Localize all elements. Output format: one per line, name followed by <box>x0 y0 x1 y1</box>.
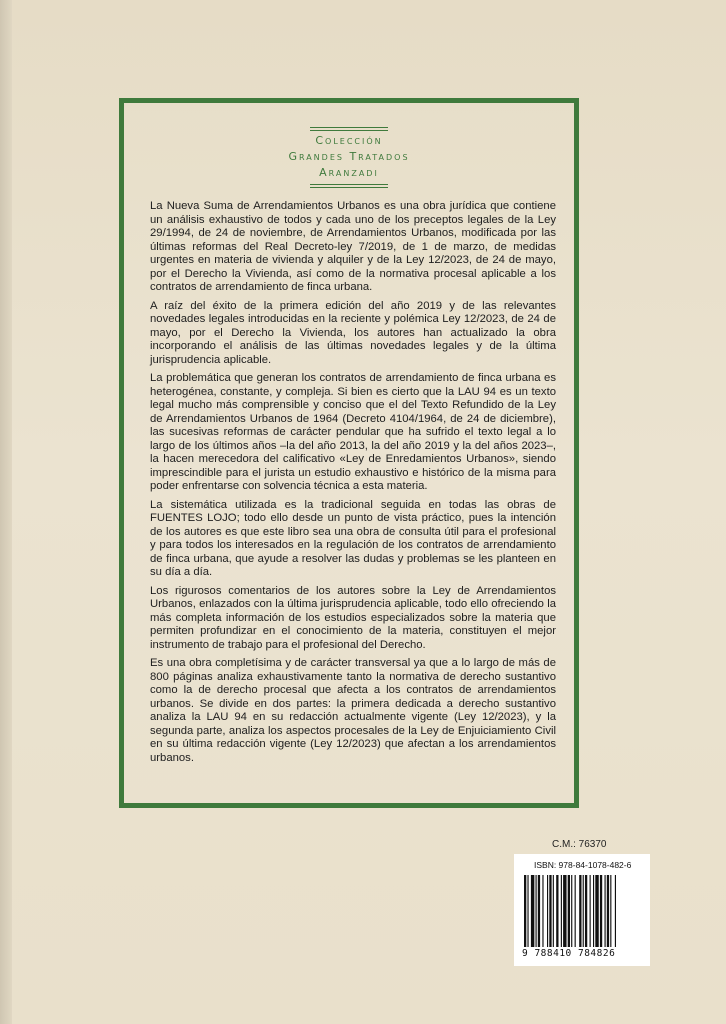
barcode-bar <box>593 875 594 947</box>
barcode-bar <box>579 875 581 947</box>
series-line-3: Aranzadi <box>319 166 379 179</box>
paragraph-4: La sistemática utilizada es la tradicional seguida en todas las obras de FUENTES LOJO; todo ello desde un punto de vista práctico, pues la intención de los autores es que este libro sea una obra de consulta útil para el profesional y para todos los interesados en la regulación de los contratos de arrendamiento de finca urbana, que ayude a resolver las dudas y problemas se les planteen en su día a día. <box>150 498 556 578</box>
barcode-bar <box>542 875 543 947</box>
barcode-bar <box>600 875 602 947</box>
barcode-bar <box>595 875 598 947</box>
spine-shadow <box>0 0 12 1024</box>
series-title <box>124 127 574 188</box>
barcode-bar <box>585 875 587 947</box>
barcode-bars <box>522 875 642 947</box>
barcode-bar <box>610 875 611 947</box>
series-rule-top <box>310 127 388 131</box>
barcode-bar <box>556 875 558 947</box>
barcode-bar <box>615 875 616 947</box>
barcode-label <box>514 854 650 966</box>
series-line-1: Colección <box>315 134 383 147</box>
isbn-text: ISBN: 978-84-1078-482-6 <box>534 860 632 870</box>
paragraph-1: La Nueva Suma de Arrendamientos Urbanos es una obra jurídica que contiene un análisis exhaustivo de todos y cada uno de los preceptos legales de la Ley 29/1994, de 24 de noviembre, de Arrendamientos Urbanos, modificada por las últimas reformas del Real Decreto-ley 7/2019, de 1 de marzo, de medidas urgentes en materia de vivienda y alquiler y de la Ley 12/2023, de 24 de mayo, por el Derecho la Vivienda, así como de la normativa procesal aplicable a los contratos de arrendamiento de finca urbana. <box>150 200 556 293</box>
barcode-bar <box>531 875 534 947</box>
barcode-digits: 9 788410 784826 <box>522 948 616 959</box>
barcode-bar <box>571 875 572 947</box>
paragraph-5: Los rigurosos comentarios de los autores sobre la Ley de Arrendamientos Urbanos, enlazados con la última jurisprudencia aplicable, todo ello ofreciendo la más completa información de los estudios especializados sobre la materia que permiten profundizar en el conocimiento de la materia, constituyen el mejor instrumento de trabajo para el profesional del Derecho. <box>150 584 556 651</box>
barcode-bar <box>524 875 526 947</box>
synopsis-frame <box>119 98 579 808</box>
barcode-bar <box>553 875 554 947</box>
paragraph-2: A raíz del éxito de la primera edición del año 2019 y de las relevantes novedades legales introducidas en la reciente y polémica Ley 12/2023, de 24 de mayo, por el Derecho la Vivienda, los autores han actualizado la obra incorporando el análisis de las últimas novedades legales y de la última jurisprudencia aplicable. <box>150 299 556 366</box>
barcode-bar <box>527 875 528 947</box>
barcode-bar <box>607 875 609 947</box>
paragraph-3: La problemática que generan los contratos de arrendamiento de finca urbana es heterogénea, constante, y compleja. Si bien es cierto que la LAU 94 es un texto legal mucho más comprensible y conciso que el del Texto Refundido de la Ley de Arrendamientos Urbanos de 1964 (Decreto 4104/1964, de 24 de diciembre), las sucesivas reformas de carácter pendular que ha sufrido el texto legal a lo largo de los últimos años –la del año 2013, la del año 2019 y la del años 2023–, la hacen merecedora del calificativo «Ley de Enredamientos Urbanos», siendo imprescindible para el jurista un estudio exhaustivo e histórico de la misma para poder enfrentarse con solvencia técnica a esta materia. <box>150 372 556 492</box>
barcode-bar <box>536 875 537 947</box>
series-rule-bottom <box>310 184 388 188</box>
barcode-bar <box>561 875 562 947</box>
paragraph-6: Es una obra completísima y de carácter transversal ya que a lo largo de más de 800 páginas analiza exhaustivamente tanto la normativa de derecho sustantivo como la de derecho procesal que afecta a los contratos de arrendamientos urbanos. Se divide en dos partes: la primera dedicada a derecho sustantivo analiza la LAU 94 en su redacción actualmente vigente (Ley 12/2023), y la segunda parte, analiza los aspectos procesales de la Ley de Enjuiciamiento Civil en su última redacción vigente (Ley 12/2023) que afectan a los arrendamientos urbanos. <box>150 657 556 764</box>
barcode-bar <box>575 875 576 947</box>
barcode-bar <box>583 875 584 947</box>
synopsis-text <box>150 200 556 770</box>
barcode-bar <box>605 875 606 947</box>
barcode-bar <box>590 875 591 947</box>
barcode-bar <box>547 875 548 947</box>
barcode-bar <box>568 875 570 947</box>
series-line-2: Grandes Tratados <box>288 150 410 163</box>
barcode-bar <box>549 875 551 947</box>
barcode-bar <box>563 875 566 947</box>
barcode-bar <box>538 875 540 947</box>
cm-code: C.M.: 76370 <box>552 839 607 850</box>
